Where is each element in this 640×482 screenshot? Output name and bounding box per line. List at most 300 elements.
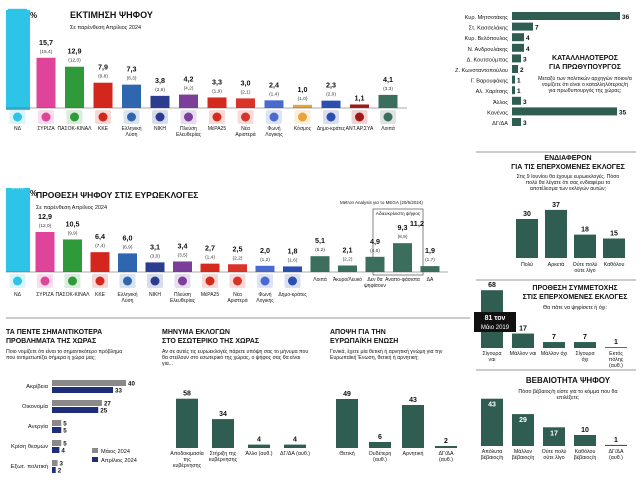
category-label: Νέα (241, 126, 250, 132)
bar-ΣΥΡΙΖΑ (37, 58, 56, 108)
pm-bar (512, 97, 521, 105)
prev-label: (3,5) (177, 253, 188, 259)
category-label: Εκτός (609, 351, 623, 357)
problem-bar (52, 420, 61, 426)
pm-name: Κυρ. Βελόπουλος (464, 36, 508, 43)
category-label: Κόσμος (293, 126, 312, 132)
value-label: 33 (115, 387, 122, 395)
problem-label: Κρίση θεσμών (10, 444, 48, 450)
value-label: 15,7 (39, 37, 53, 47)
prev-label: (5,2) (315, 248, 325, 254)
chart-question: Αν σε αυτές τις ευρωεκλογές πάρετε υπόψη σας το μήνυμα που (162, 349, 309, 355)
category-label: Δημο-κράτες (316, 126, 346, 132)
problem-bar (52, 467, 56, 473)
category-label: ΝΔ (14, 126, 21, 132)
pm-value: 3 (523, 120, 527, 127)
category-label: ΔΑ (426, 277, 434, 283)
value-label: 1,8 (287, 246, 298, 256)
value-label: 15 (610, 230, 618, 238)
category-label: Λύση (125, 131, 138, 138)
chart-question: Ποιο νομίζετε ότι είναι το σημαντικότερο πρόβλημα (6, 349, 123, 355)
problem-label: Ανεργία (27, 424, 48, 430)
legend-swatch (92, 457, 98, 462)
legend-swatch (92, 448, 98, 453)
chart-title-2: ΓΙΑ ΤΙΣ ΕΠΕΡΧΟΜΕΝΕΣ ΕΚΛΟΓΕΣ (511, 164, 625, 171)
category-label: Νέα (233, 292, 242, 298)
chart-title: ΜΗΝΥΜΑ ΕΚΛΟΓΩΝ (162, 329, 230, 336)
party-logo-icon (147, 274, 163, 288)
chart-question: αποτέλεσμα των εκλογών αυτών; (529, 185, 607, 192)
value-label: 2 (444, 438, 448, 445)
chart-title: ΕΝΔΙΑΦΕΡΟΝ (544, 155, 592, 162)
value-label: 4 (257, 436, 261, 444)
bar-Αναποφάσιστα (393, 243, 412, 272)
value-label: 4 (61, 447, 65, 455)
party-logo-icon (202, 274, 218, 288)
party-logo-icon (175, 274, 191, 288)
value-label: 58 (183, 390, 191, 398)
pm-value: 1 (517, 77, 521, 85)
category-label: κυβέρνησης (172, 463, 202, 470)
value-label: 6 (378, 434, 382, 441)
party-logo-icon (67, 110, 83, 124)
prev-label: (1,4) (269, 92, 279, 98)
chart-title: ΕΚΤΙΜΗΣΗ ΨΗΦΟΥ (70, 10, 153, 20)
category-label: ΑΝΤ.ΑΡ.ΣΥΑ (345, 126, 374, 132)
message-bar (248, 445, 270, 448)
problem-bar (52, 387, 113, 393)
prev-label: (1,7) (425, 258, 435, 264)
chart-title: ΠΡΟΘΕΣΗ ΨΗΦΟΥ ΣΤΙΣ ΕΥΡΩΕΚΛΟΓΕΣ (36, 190, 199, 200)
category-label: ΝΔ (14, 292, 21, 298)
value-label: 5 (63, 440, 67, 448)
pm-name: Στ. Κασσελάκης (468, 25, 508, 32)
category-label: Φωνή (267, 126, 281, 132)
chart-question: επιλέξετε; (556, 395, 580, 402)
category-label: Σίγουρα (482, 351, 502, 357)
bar-Ελληνική Λύση (122, 85, 141, 108)
problem-label: Εξωτ. πολιτική (10, 464, 48, 470)
category-label: ούτε λίγο (574, 268, 596, 275)
turnout-bar (543, 342, 565, 348)
value-label: 7,9 (98, 62, 108, 72)
chart-question: για... (162, 360, 174, 367)
value-label: 4,2 (183, 74, 194, 84)
prev-label: (15,4) (39, 49, 53, 55)
category-label: Πλεύση (174, 292, 191, 298)
callout-label: Μάιο 2019 (480, 325, 510, 331)
message-bar (212, 419, 234, 448)
value-label: 43 (409, 397, 417, 404)
legend-label: Απρίλιος 2024 (101, 458, 137, 464)
certainty-bar (574, 435, 596, 446)
prev-label: (3,0) (150, 254, 160, 260)
value-label: 5 (63, 427, 67, 435)
party-logo-icon (323, 110, 339, 124)
party-logo-icon (352, 110, 368, 124)
bar-Ελληνική Λύση (118, 253, 137, 272)
value-label: 3,4 (177, 241, 188, 251)
problem-bar (52, 440, 61, 446)
pm-value: 7 (535, 24, 539, 32)
bar-Δημο-κράτες (322, 101, 341, 108)
pm-bar (512, 86, 515, 94)
category-label: Ούτε πολύ (541, 449, 567, 455)
pm-name: Κανένας (487, 110, 508, 117)
chart-question: Γενικά, έχετε μία θετική ή αρνητική γνώμη για την (330, 349, 443, 355)
category-label: Μάλλον όχι (540, 351, 568, 357)
party-logo-icon (38, 110, 54, 124)
category-label: Ουδέτερη (368, 451, 392, 457)
chart-question: Πόσο βέβαιος/η είστε για το κόμμα που θα (518, 389, 618, 395)
category-label: ΣΥΡΙΖΑ (36, 292, 54, 298)
interest-bar (603, 239, 625, 259)
chart-title-2: ΣΤΟ ΕΣΩΤΕΡΙΚΟ ΤΗΣ ΧΩΡΑΣ (162, 338, 260, 345)
prev-label: (8,9) (397, 235, 408, 241)
prev-label: (3,3) (383, 86, 393, 92)
problem-bar (52, 400, 102, 406)
pm-bar (512, 118, 521, 126)
value-label: 7,3 (126, 64, 137, 74)
unit-label: % (30, 189, 38, 198)
chart-question: νομίζετε ότι είναι ο καταλληλότερος/η (541, 82, 629, 89)
bar-Άκυρο/Λευκό (338, 265, 357, 272)
turnout-bar (605, 347, 627, 348)
value-label: 25,4 (10, 173, 25, 183)
value-label: 1,0 (297, 84, 308, 94)
chart-subtitle: Σε παρένθεση Απρίλιος 2024 (70, 25, 142, 31)
bar-Λοιπά (379, 95, 398, 108)
pm-value: 3 (523, 56, 527, 64)
value-label: 6,4 (95, 232, 105, 242)
value-label: 10,5 (65, 219, 80, 229)
category-label: ΝΙΚΗ (149, 292, 161, 298)
value-label: 7 (583, 334, 587, 342)
bar-Πλεύση Ελευθερίας (179, 95, 198, 108)
pm-value: 4 (526, 45, 530, 53)
unit-label: % (30, 11, 38, 20)
bar-ΣΥΡΙΖΑ (36, 232, 55, 272)
bar-Νέα Αριστερά (228, 264, 247, 272)
value-label: 3,1 (150, 242, 160, 252)
prev-label: (3,6) (155, 87, 165, 93)
chart-question: που αντιμετωπίζει σήμερα η χώρα μας; (6, 354, 96, 361)
chart-question: Μεταξύ των πολιτικών αρχηγών ποιον/α (538, 76, 632, 82)
value-label: 1 (614, 436, 618, 444)
party-logo-icon (285, 274, 301, 288)
party-logo-icon (181, 110, 197, 124)
party-logo-icon (95, 110, 111, 124)
category-label: κυβέρνησης (208, 457, 238, 464)
value-label: 37 (552, 201, 560, 209)
certainty-bar (605, 445, 627, 446)
value-label: 2,0 (260, 245, 270, 255)
chart-title: ΑΠΟΨΗ ΓΙΑ ΤΗΝ (330, 329, 386, 336)
party-logo-icon (230, 274, 246, 288)
category-label: ΜέΡΑ25 (207, 126, 227, 132)
category-label: Άλλο (αυθ.) (245, 451, 273, 457)
chart-question: Ευρωπαϊκή Ένωση, θετική ή αρνητική; (330, 354, 419, 361)
bar-Λοιπά (311, 256, 330, 272)
prev-label: (12,0) (68, 58, 81, 64)
value-label: 2 (57, 467, 62, 475)
value-label: 2,3 (326, 80, 336, 90)
category-label: ούτε λίγο (543, 455, 565, 462)
value-label: 2,1 (342, 245, 353, 255)
category-label: βέβαιος/η (480, 455, 504, 462)
pm-bar (512, 12, 620, 20)
category-label: Μάλλον (513, 449, 533, 455)
value-label: 3,0 (240, 78, 251, 88)
category-label: ΔΓ/ΔΑ (438, 451, 454, 457)
value-label: 1,1 (354, 93, 365, 103)
pm-value: 1 (517, 88, 521, 96)
category-label: Άκυρο/Λευκό (332, 277, 363, 283)
party-logo-icon (266, 110, 282, 124)
category-label: Λύση (121, 297, 134, 304)
category-label: Ελευθερίας (175, 131, 202, 138)
category-label: Καθόλου (574, 449, 596, 455)
party-logo-icon (380, 110, 396, 124)
category-label: Ελευθερίας (169, 297, 196, 304)
pm-name: Αλ. Χαρίτσης (475, 89, 508, 96)
bar-Δεν θα ψηφίσουν (366, 257, 385, 272)
category-label: Λογικής (256, 297, 274, 304)
bar-ΜέΡΑ25 (208, 97, 227, 108)
party-logo-icon (10, 110, 26, 124)
value-label: 2,5 (232, 244, 243, 254)
pm-name: Κυρ. Μητσοτάκης (464, 15, 508, 21)
value-label: 4 (293, 436, 297, 444)
prev-label: (7,4) (95, 244, 105, 250)
category-label: ΠΑΣΟΚ-ΚΙΝΑΛ (57, 126, 92, 132)
problem-bar (52, 407, 98, 413)
category-label: Αρκετά (547, 262, 565, 268)
eu-bar (369, 442, 391, 448)
prev-label: (1,0) (297, 96, 308, 102)
prev-label: (9,9) (67, 231, 78, 237)
category-label: ΚΚΕ (97, 126, 109, 132)
value-label: 3,8 (155, 75, 165, 85)
prev-label: (1,2) (260, 257, 270, 263)
pm-bar (512, 76, 515, 84)
chart-question: θα στείλουν στο εσωτερικό της χώρας, ο ψήφος σας θα είναι (162, 354, 301, 361)
category-label: Θετική (339, 451, 355, 457)
prev-label: (8,3) (126, 76, 137, 82)
bar-ΝΔ (8, 193, 27, 272)
prev-label: (2,2) (232, 256, 243, 262)
prev-label: (1,6) (287, 258, 298, 264)
chart-title-2: ΣΤΙΣ ΕΠΕΡΧΟΜΕΝΕΣ ΕΚΛΟΓΕΣ (522, 294, 628, 301)
prev-label: (12,0) (38, 224, 52, 230)
category-label: ΚΚΕ (94, 292, 106, 298)
category-label: ΜέΡΑ25 (200, 292, 220, 298)
eu-bar (435, 446, 457, 448)
value-label: 40 (128, 380, 135, 388)
pm-bar (512, 65, 518, 73)
value-label: 2,7 (205, 243, 215, 253)
category-label: βέβαιος/η (573, 455, 597, 462)
value-label: 29 (519, 417, 527, 425)
party-logo-icon (209, 110, 225, 124)
category-label: (αυθ.) (609, 455, 623, 462)
category-label: Λοιπά (313, 277, 327, 283)
eu-bar (402, 405, 424, 448)
category-label: (αυθ.) (609, 363, 623, 370)
problem-bar (52, 460, 58, 466)
bar-ΠΑΣΟΚ-ΚΙΝΑΛ (65, 67, 84, 108)
pm-name: Ζ. Κωνσταντοπούλου (455, 68, 508, 74)
interest-bar (545, 210, 567, 258)
category-label: Στήριξη της (209, 451, 237, 457)
problem-bar (52, 380, 126, 386)
category-label: Αριστερά (227, 297, 248, 304)
value-label: 4,1 (383, 74, 393, 84)
chart-title-2: ΕΥΡΩΠΑΪΚΗ ΕΝΩΣΗ (330, 338, 399, 345)
interest-bar (574, 235, 596, 258)
chart-title: ΠΡΟΘΕΣΗ ΣΥΜΜΕΤΟΧΗΣ (532, 285, 618, 292)
category-label: της (183, 457, 191, 464)
category-label: Δημο-κράτες (278, 292, 307, 298)
turnout-bar (512, 334, 534, 348)
category-label: Ελληνική (117, 292, 138, 298)
category-label: Ούτε πολύ (572, 262, 598, 268)
pm-value: 3 (523, 98, 527, 106)
value-label: 3,3 (212, 77, 222, 87)
category-label: ΣΥΡΙΖΑ (37, 126, 55, 132)
eu-bar (336, 399, 358, 448)
bar-Πλεύση Ελευθερίας (173, 261, 192, 272)
value-label: 68 (488, 282, 496, 290)
bar-ΝΙΚΗ (146, 262, 165, 272)
party-logo-icon (124, 110, 140, 124)
legend-label: Μάιος 2024 (101, 449, 130, 455)
category-label: ΝΙΚΗ (154, 126, 166, 132)
category-label: Αποδοκιμασία (170, 451, 204, 457)
chart-title: ΤΑ ΠΕΝΤΕ ΣΗΜΑΝΤΙΚΟΤΕΡΑ (6, 329, 103, 336)
party-logo-icon (120, 274, 136, 288)
category-label: Πολύ (520, 262, 534, 268)
value-label: 10 (581, 427, 589, 434)
prev-label: (4,2) (183, 86, 194, 92)
party-logo-icon (295, 110, 311, 124)
pm-name: Δ. Κουτσούμπας (466, 57, 508, 64)
value-label: 43 (488, 401, 496, 409)
callout-value: 81 τον (484, 315, 506, 322)
category-label: Ελληνική (121, 126, 142, 132)
pm-value: 4 (526, 35, 530, 43)
value-label: 6,0 (122, 233, 133, 243)
value-label: 2,4 (269, 80, 279, 90)
value-label: 18 (581, 226, 589, 234)
bar-ΝΙΚΗ (151, 96, 170, 108)
pm-value: 35 (619, 109, 627, 117)
value-label: 27 (103, 400, 111, 408)
value-label: 1,9 (425, 246, 435, 256)
value-label: 12,9 (67, 46, 82, 56)
pm-name: Ν. Ανδρουλάκης (467, 46, 508, 53)
value-label: 5,1 (315, 236, 325, 246)
category-label: (αυθ.) (439, 457, 453, 464)
bar-ΔΑ (421, 266, 440, 272)
value-label: 34 (219, 411, 227, 419)
party-logo-icon (257, 274, 273, 288)
pm-name: ΔΓ/ΔΑ (492, 121, 508, 127)
bar-Νέα Αριστερά (236, 98, 255, 108)
value-label: 1 (614, 339, 618, 347)
category-label: Σίγουρα (575, 351, 595, 357)
undecided-box-value: 11,2 (409, 219, 425, 228)
category-label: πόλης (608, 357, 624, 364)
bar-ΜέΡΑ25 (201, 264, 220, 272)
prev-label: (9,8) (98, 74, 108, 80)
category-label: ψηφίσουν (364, 282, 386, 289)
bar-ΝΔ (8, 9, 27, 108)
problem-label: Οικονομία (22, 404, 48, 410)
bar-Φωνή Λογικής (265, 100, 284, 108)
party-logo-icon (65, 274, 81, 288)
chart-question: για πρωθυπουργός της χώρας; (548, 88, 622, 95)
source-note: Metron Analysis για το MEGA (20/5/2024) (340, 200, 423, 205)
interest-bar (516, 219, 538, 258)
pm-bar (512, 54, 521, 62)
category-label: Πλεύση (180, 126, 197, 132)
category-label: Μάλλον ναι (509, 351, 537, 357)
prev-label: (2,1) (240, 90, 251, 96)
pm-bar (512, 33, 524, 41)
category-label: (αυθ.) (373, 457, 387, 464)
pm-name: Άλλος (492, 99, 508, 106)
prev-label: (1,9) (212, 89, 222, 95)
category-label: ΔΓ/ΔΑ (608, 449, 624, 455)
category-label: Λογικής (265, 131, 283, 138)
value-label: 9,3 (397, 223, 408, 233)
category-label: Αναπο-φάσιστα (385, 277, 420, 283)
value-label: 7 (552, 334, 556, 342)
value-label: 17 (519, 325, 527, 333)
category-label: Απόλυτα (481, 449, 503, 455)
category-label: Δεν θα (367, 277, 383, 283)
party-logo-icon (238, 110, 254, 124)
prev-label: (6,9) (122, 245, 133, 251)
pm-value: 36 (622, 14, 630, 21)
problem-label: Ακρίβεια (26, 384, 48, 390)
chart-title: ΚΑΤΑΛΛΗΛΟΤΕΡΟΣ (552, 55, 618, 62)
turnout-bar (574, 342, 596, 348)
bar-ΚΚΕ (94, 83, 113, 108)
pm-bar (512, 23, 533, 31)
pm-bar (512, 107, 617, 115)
prev-label: (4,6) (370, 248, 380, 254)
party-logo-icon (37, 274, 53, 288)
value-label: 4,9 (370, 236, 380, 246)
problem-bar (52, 427, 61, 433)
chart-subtitle: Σε παρένθεση Απρίλιος 2024 (36, 205, 108, 211)
bar-Κόσμος (293, 105, 312, 108)
category-label: Λοιπά (381, 126, 395, 132)
value-label: 17 (550, 430, 558, 438)
prev-label: (1,4) (205, 255, 215, 261)
category-label: ΠΑΣΟΚ-ΚΙΝΑΛ (55, 292, 90, 298)
value-label: 3 (59, 460, 64, 468)
bar-ΠΑΣΟΚ-ΚΙΝΑΛ (63, 239, 82, 272)
party-logo-icon (92, 274, 108, 288)
chart-title: ΒΕΒΑΙΟΤΗΤΑ ΨΗΦΟΥ (525, 376, 611, 385)
value-label: 5 (63, 420, 67, 428)
prev-label: (2,2) (342, 257, 353, 263)
problem-bar (52, 447, 59, 453)
bar-ΚΚΕ (91, 252, 110, 272)
